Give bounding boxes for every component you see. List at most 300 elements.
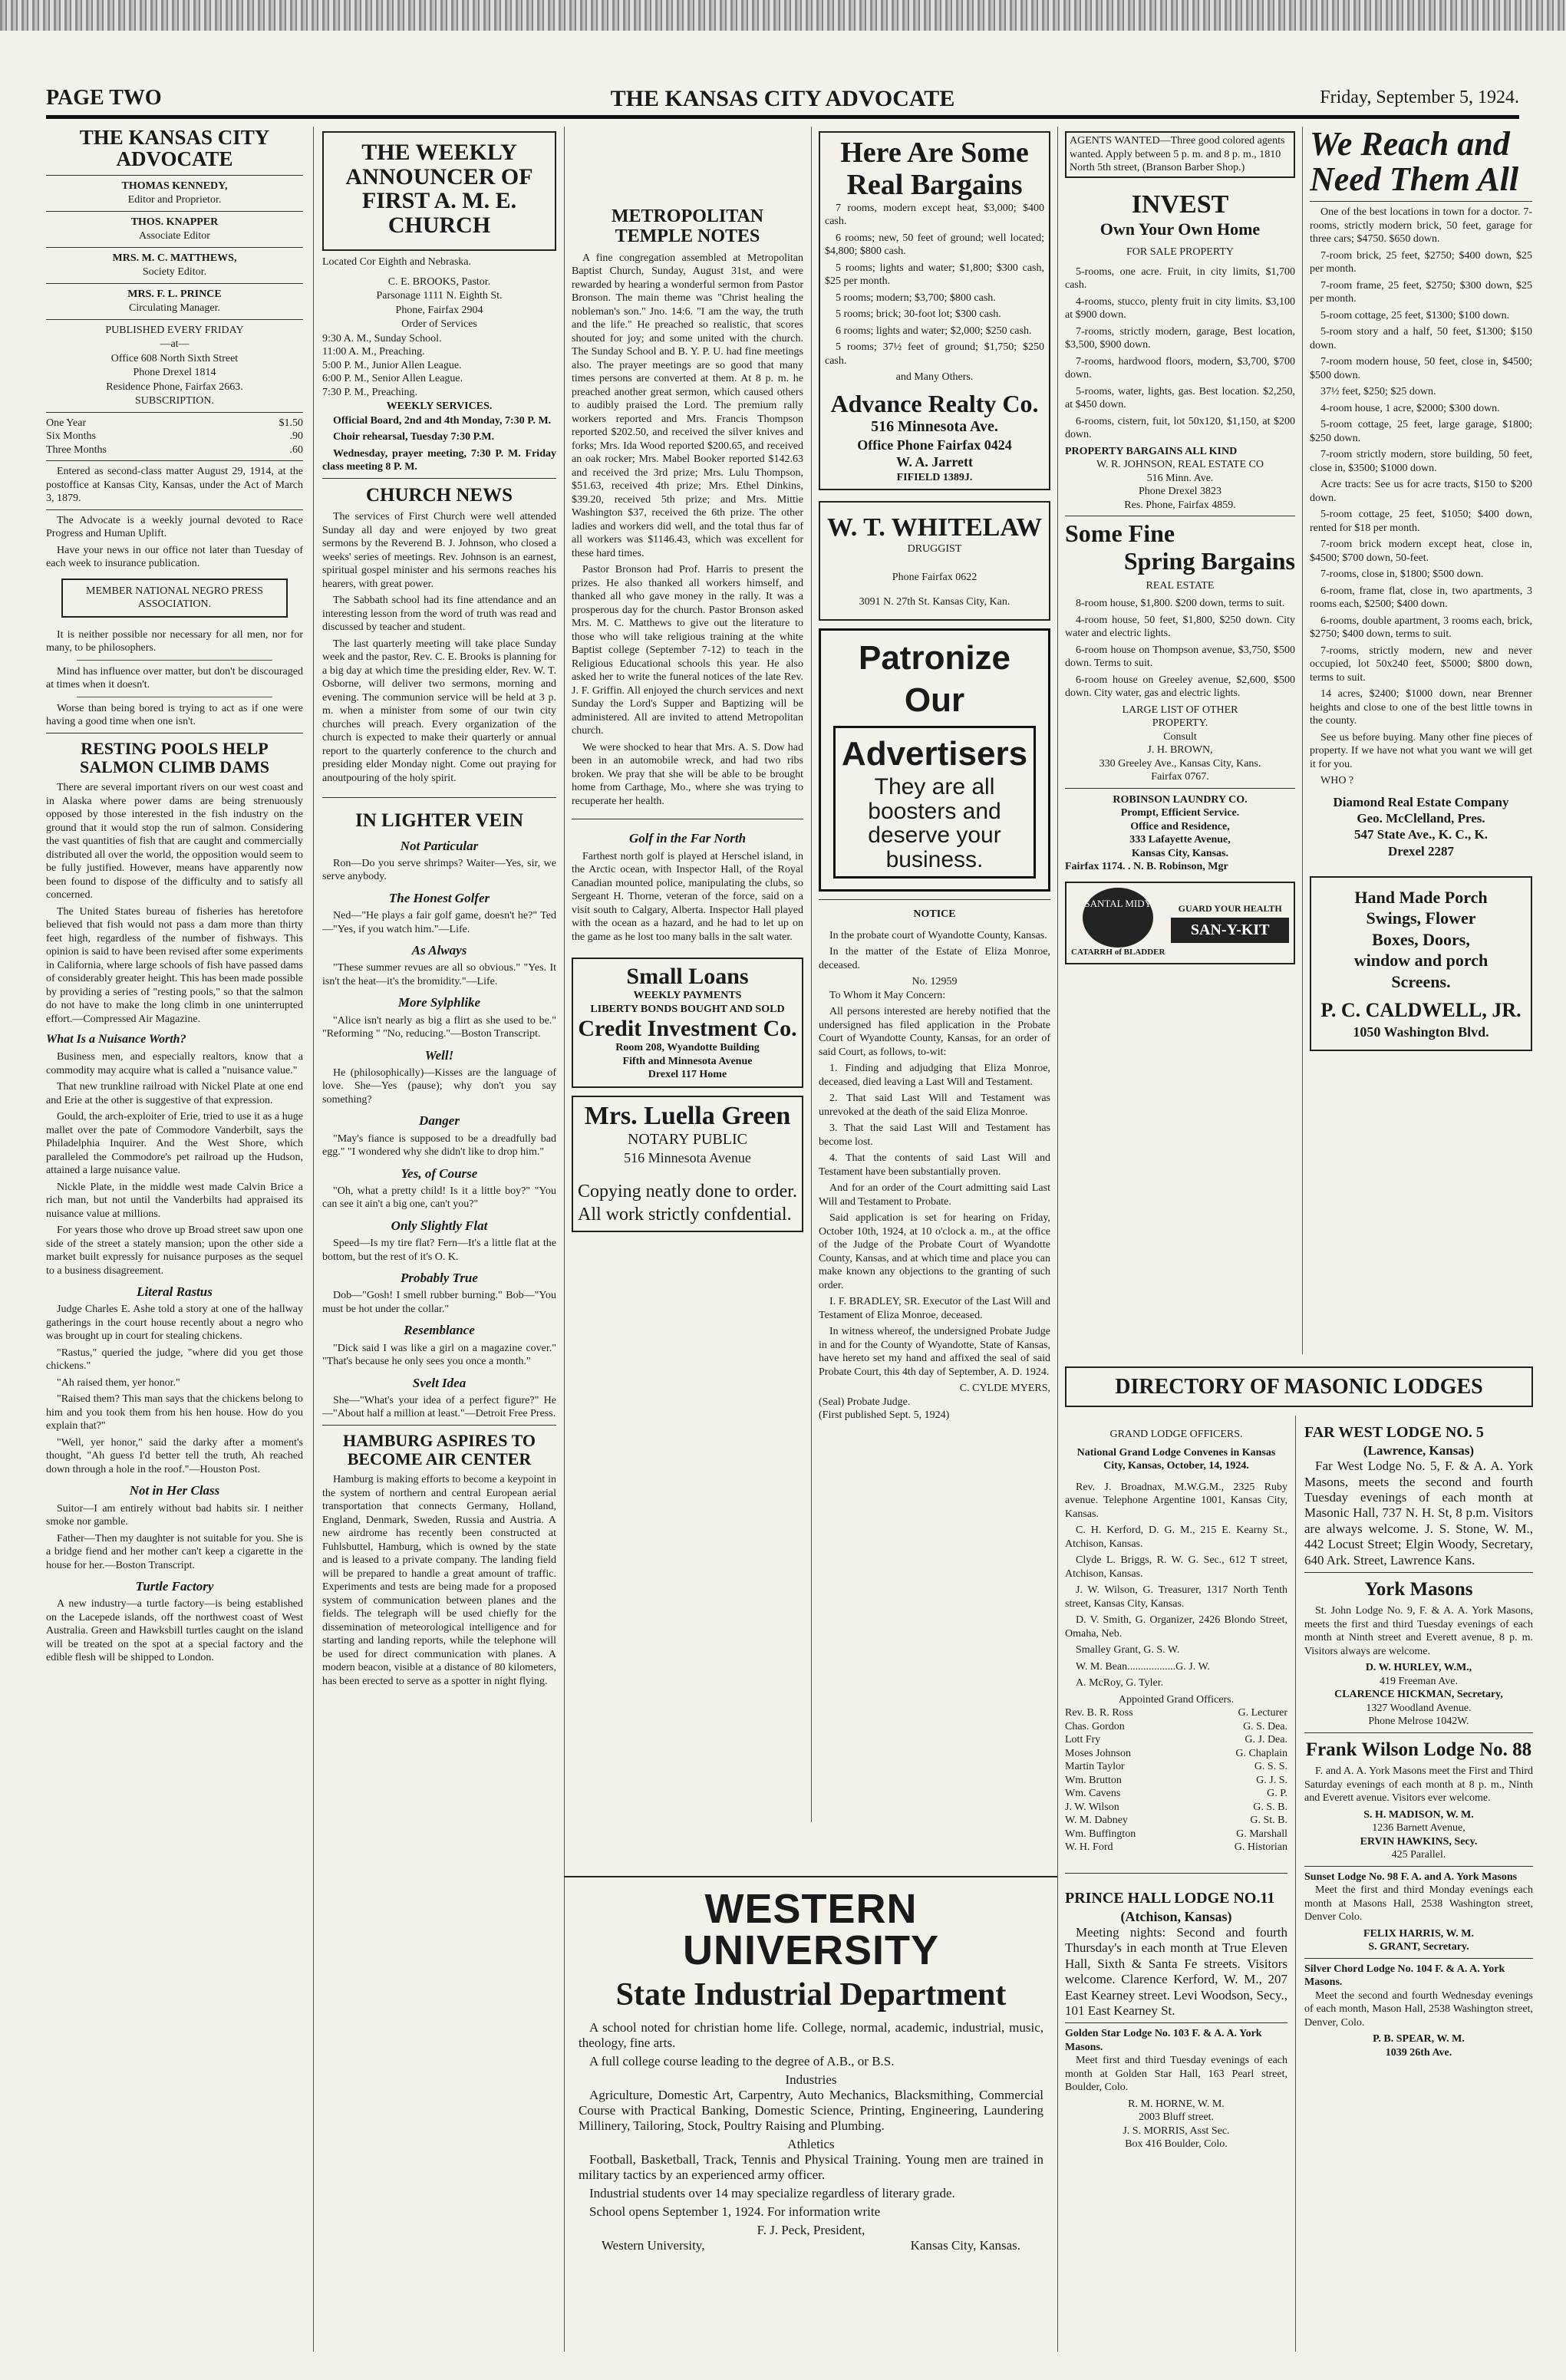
ad-line: Phone Drexel 3823 xyxy=(1138,486,1222,498)
masonic-headline: DIRECTORY OF MASONIC LODGES xyxy=(1115,1375,1483,1399)
listing: 5-room story and a half, 50 feet, $1300; $150 down. xyxy=(1310,326,1532,351)
ad-line: Fairfax 0767. xyxy=(1151,771,1209,783)
joke-text: Ned—"He plays a fair golf game, doesn't he?" Ted—"Yes, if you watch him."—Life. xyxy=(322,910,556,935)
officer: Rev. J. Broadnax, M.W.G.M., 2325 Ruby avenue. Telephone Argentine 1001, Kansas City, Kansas. xyxy=(1065,1481,1287,1520)
saying: It is neither possible nor necessary for all men, nor for many, to be philosophers. xyxy=(46,628,303,654)
lodge-headline: PRINCE HALL LODGE NO.11 xyxy=(1065,1889,1275,1907)
service-line: 7:30 P. M., Preaching. xyxy=(322,386,418,398)
column-6 xyxy=(1310,127,1532,1354)
ad-line: Office Phone Fairfax 0424 xyxy=(857,437,1012,453)
joke-title: The Honest Golfer xyxy=(388,890,490,905)
notice-line: And for an order of the Court admitting said Last Will and Testament to Probate. xyxy=(819,1182,1050,1208)
ad-line: 330 Greeley Ave., Kansas City, Kans. xyxy=(1099,757,1261,770)
ad-text: Copying neatly done to order. All work strictly confdential. xyxy=(578,1182,797,1225)
joke-title: Only Slightly Flat xyxy=(391,1218,488,1233)
officer-row: Martin Taylor G. S. S. xyxy=(1065,1761,1287,1772)
paper-title: THE KANSAS CITY ADVOCATE xyxy=(79,127,270,171)
listing: 6-rooms, cistern, fuit, lot 50x120, $1,150, at $200 down. xyxy=(1065,415,1295,441)
notice-line: (First published Sept. 5, 1924) xyxy=(819,1409,950,1422)
lodge-text: Meet the second and fourth Wednesday evenings of each month, Mason Hall, 2538 Washington street, Denver, Colo. xyxy=(1304,1989,1533,2029)
salmon-headline: RESTING POOLS HELP SALMON CLIMB DAMS xyxy=(80,738,269,776)
ad-line: W. A. Jarrett xyxy=(896,454,973,470)
ad-line: 516 Minn. Ave. xyxy=(1146,472,1214,484)
joke-text: Ron—Do you serve shrimps? Waiter—Yes, sir, we serve anybody. xyxy=(322,857,556,883)
article-paragraph: Father—Then my daughter is not suitable for you. She is a bridge fiend and her mother can't keep a cigarette in the house for her.—Boston Transcript. xyxy=(46,1532,303,1571)
listing: 7-room brick, 25 feet, $2750; $400 down, $25 per month. xyxy=(1310,249,1532,275)
weekly-head: WEEKLY SERVICES. xyxy=(386,401,493,412)
listing: 37½ feet, $250; $25 down. xyxy=(1320,386,1436,398)
listing: 4-rooms, stucco, plenty fruit in city limits. $3,100 at $900 down. xyxy=(1065,295,1295,321)
ad-line: window and porch xyxy=(1353,951,1489,971)
nuisance-headline: What Is a Nuisance Worth? xyxy=(46,1033,186,1047)
lodge-sub: (Atchison, Kansas) xyxy=(1120,1908,1232,1924)
reach-headline: We Reach and Need Them All xyxy=(1310,127,1519,199)
ad-line: NOTARY PUBLIC xyxy=(627,1130,747,1148)
joke-text: "Oh, what a pretty child! Is it a little boy?" "You can see it ain't a big one, can't you?" xyxy=(322,1185,556,1211)
listing: 7-room strictly modern, store building, 50 feet, close in, $3500; $1000 down. xyxy=(1310,449,1532,474)
wu-title: WESTERN UNIVERSITY xyxy=(682,1886,940,1973)
officer-row: Wm. Buffington G. Marshall xyxy=(1065,1828,1287,1840)
listing: 7-rooms, strictly modern, garage, Best location, $3,500, $900 down. xyxy=(1065,325,1295,351)
ad-line: Screens. xyxy=(1391,971,1451,991)
joke-text: Speed—Is my tire flat? Fern—It's a little flat at the bottom, but the rest of it's O. K. xyxy=(322,1238,556,1263)
ad-line: PROPERTY BARGAINS ALL KIND xyxy=(1065,445,1238,457)
ad-line: GUARD YOUR HEALTH xyxy=(1178,902,1282,914)
listing: 7 rooms, modern except heat, $3,000; $400 cash. xyxy=(825,202,1044,228)
officer: D. V. Smith, G. Organizer, 2426 Blondo Street, Omaha, Neb. xyxy=(1065,1614,1287,1640)
santal-ad xyxy=(1065,882,1295,964)
ad-line: 516 Minnesota Ave. xyxy=(871,417,998,435)
joke-text: "Alice isn't nearly as big a flirt as she used to be." "Reforming " "No, reducing."—Boston Transcript. xyxy=(322,1014,556,1040)
notice-line: (Seal) Probate Judge. xyxy=(819,1396,911,1408)
lodge-line: 425 Parallel. xyxy=(1391,1849,1446,1861)
ad-line: J. H. BROWN, xyxy=(1147,744,1213,757)
paper-name: THE KANSAS CITY ADVOCATE xyxy=(610,86,955,111)
masthead xyxy=(46,83,1519,119)
listing: 5-room cottage, 25 feet, $1050; $400 down, rented for $18 per month. xyxy=(1310,509,1532,534)
society-editor-name: MRS. M. C. MATTHEWS, xyxy=(112,252,237,264)
press-member-box: MEMBER NATIONAL NEGRO PRESS ASSOCIATION. xyxy=(61,579,288,618)
joke-text: Dob—"Gosh! I smell rubber burning." Bob—"You must be hot under the collar." xyxy=(322,1290,556,1315)
column-rule xyxy=(313,127,314,2352)
notice-line: C. CYLDE MYERS, xyxy=(959,1383,1050,1395)
article-paragraph: The Sabbath school had its fine attendance and an interesting lesson from the word of truth was read and discussed by teacher and student. xyxy=(322,595,556,633)
pastor-line: C. E. BROOKS, Pastor. xyxy=(387,275,491,288)
notice-line: 2. That said Last Will and Testament was unrevoked at the death of the said Eliza Monroe. xyxy=(819,1093,1050,1118)
ad-line: 516 Minnesota Avenue xyxy=(624,1149,751,1165)
wu-text: Industrial students over 14 may specialize regardless of literary grade. xyxy=(589,2186,955,2201)
officer-row: Rev. B. R. Ross G. Lecturer xyxy=(1065,1707,1287,1719)
ad-line: Drexel 2287 xyxy=(1387,843,1455,859)
rate-row: Three Months .60 xyxy=(46,443,303,456)
listing: 8-room house, $1,800. $200 down, terms to suit. xyxy=(1076,598,1285,610)
lodge-headline: FAR WEST LODGE NO. 5 xyxy=(1304,1424,1484,1441)
ad-line: DRUGGIST xyxy=(907,542,962,555)
listing: 6 rooms; new, 50 feet of ground; well located; $4,800; $800 cash. xyxy=(825,232,1044,258)
small-loans-ad xyxy=(572,958,803,1088)
article-paragraph: "Ah raised them, yer honor." xyxy=(57,1376,180,1389)
ad-line: Office and Residence, xyxy=(1130,820,1230,832)
masonic-left xyxy=(1065,1423,1287,2151)
notice-line: In the probate court of Wyandotte County, Kansas. xyxy=(829,929,1047,941)
lodge-line: CLARENCE HICKMAN, Secretary, xyxy=(1334,1689,1503,1701)
ad-line: Phone Fairfax 0622 xyxy=(892,572,978,584)
article-paragraph: "Raised them? This man says that the chickens belong to him and you took them from his hen house. How do you explain that?" xyxy=(46,1393,303,1432)
column-rule xyxy=(1057,127,1058,2352)
article-paragraph: Gould, the arch-exploiter of Erie, tried to use it as a huge mallet over the pate of Commodore Vanderbilt, says the Philadelphia Inquirer. And the West Shore, which paralleled the Commodore's pet railroad up the Hudson, attained a large nuisance value. xyxy=(46,1111,303,1177)
masonic-head-box xyxy=(1065,1366,1533,1407)
western-university-ad xyxy=(564,1876,1057,2352)
editor-name: THOMAS KENNEDY, xyxy=(121,180,228,192)
notice-line: All persons interested are hereby notified that the undersigned has filed application in the Probate Court of Wyandotte County, Kansas, for an order of said Court, as follows, to-wit: xyxy=(819,1006,1050,1058)
rate-row: Six Months .90 xyxy=(46,430,303,443)
article-paragraph: A new industry—a turtle factory—is being established on the Lacepede islands, off the northwest coast of West Australia. Green and Hawksbill turtles caught on the island will be treated on the spot at a special factory and the edible flesh will be shipped to London. xyxy=(46,1598,303,1664)
saying: Worse than being bored is trying to act as if one were having a good time when one isn't. xyxy=(46,702,303,728)
ad-line: Consult xyxy=(1163,730,1197,743)
own-home-line: Own Your Own Home xyxy=(1099,219,1261,239)
whitelaw-ad xyxy=(819,501,1050,621)
article-paragraph: That new trunkline railroad with Nickel Plate at one end and Erie at the other is suggestive of that expression. xyxy=(46,1081,303,1106)
officer-row: Wm. Cavens G. P. xyxy=(1065,1788,1287,1799)
lodge-text: Meet first and third Tuesday evenings of each month at Golden Star Hall, 163 Pearl street, Boulder, Colo. xyxy=(1065,2055,1287,2094)
ad-line: Res. Phone, Fairfax 4859. xyxy=(1124,499,1236,511)
notice-line: I. F. BRADLEY, SR. Executor of the Last Will and Testament of Eliza Monroe, deceased. xyxy=(819,1296,1050,1321)
masonic-right xyxy=(1304,1423,1533,2059)
joke-title: More Sylphlike xyxy=(397,995,481,1010)
officer: C. H. Kerford, D. G. M., 215 E. Kearny St., Atchison, Kansas. xyxy=(1065,1525,1287,1550)
ad-line: Fairfax 1174. . N. B. Robinson, Mgr xyxy=(1065,861,1228,873)
lodge-headline: Frank Wilson Lodge No. 88 xyxy=(1305,1739,1532,1760)
listing: and Many Others. xyxy=(895,371,974,384)
lodge-text: Meeting nights: Second and fourth Thursday's in each month at True Eleven Hall, Sixth & Santa Fe streets. Visitors welcome. Clarence Kerford, W. M., 207 East Kearney street. Levi Woodson, Secy., 101 East Kearney St. xyxy=(1065,1925,1287,2018)
entered-notice: Entered as second-class matter August 29, 1914, at the postoffice at Kansas City, Kansas, under the Act of March 3, 1879. xyxy=(46,466,303,505)
ad-line: Geo. McClelland, Pres. xyxy=(1357,811,1485,826)
announcer-title: THE WEEKLY ANNOUNCER OF FIRST A. M. E. CHURCH xyxy=(345,140,533,238)
wu-text: School opens September 1, 1924. For information write xyxy=(589,2204,881,2220)
ad-headline: SAN-Y-KIT xyxy=(1171,918,1289,943)
at-line: —at— xyxy=(160,338,190,351)
for-sale-head: FOR SALE PROPERTY xyxy=(1126,246,1234,259)
lodge-line: J. S. MORRIS, Asst Sec. xyxy=(1123,2125,1230,2137)
lodge-line: S. GRANT, Secretary. xyxy=(1368,1941,1469,1953)
listing: 5-rooms, one acre. Fruit, in city limits, $1,700 cash. xyxy=(1065,265,1295,292)
wu-text: Agriculture, Domestic Art, Carpentry, Auto Mechanics, Blacksmithing, Commercial Course with Practical Banking, Domestic Science, Printing, Engineering, Laundering Millinery, Tailoring, Stock, Poultry Raising and Plumbing. xyxy=(579,2088,1043,2134)
ad-line: 3091 N. 27th St. Kansas City, Kan. xyxy=(859,595,1010,608)
ad-line: 333 Lafayette Avenue, xyxy=(1129,834,1231,846)
ad-line: LIBERTY BONDS BOUGHT AND SOLD xyxy=(590,1003,785,1015)
announcer-title-box xyxy=(322,131,556,251)
ad-company: Credit Investment Co. xyxy=(578,1016,797,1042)
notice-line: Said application is set for hearing on Friday, October 10th, 1924, at 10 o'clock a. m., at the office of the Judge of the Probate Court of Wyandotte County, Kansas, and at which time and place you can make known any objections to the granting of such order. xyxy=(819,1212,1050,1291)
saying: Mind has influence over matter, but don't be discouraged at times when it doesn't. xyxy=(46,665,303,691)
article-paragraph: Suitor—I am entirely without bad habits sir. I neither smoke nor gamble. xyxy=(46,1502,303,1528)
officer-row: Lott Fry G. J. Dea. xyxy=(1065,1734,1287,1745)
listing: 5 rooms; brick; 30-foot lot; $300 cash. xyxy=(836,308,1001,321)
column-1 xyxy=(46,127,303,2352)
bargains-ad xyxy=(819,131,1050,490)
column-rule xyxy=(564,127,565,1876)
notice-line: 4. That the contents of said Last Will and Testament have been substantially proven. xyxy=(819,1152,1050,1178)
pastor-line: Parsonage 1111 N. Eighth St. xyxy=(376,290,503,302)
lodge-headline: York Masons xyxy=(1364,1578,1473,1600)
society-editor-role: Society Editor. xyxy=(142,266,207,279)
lodge-text: Meet the first and third Monday evenings each month at Masons Hall, 2538 Washington street, Denver Colo. xyxy=(1304,1884,1533,1923)
officer: Smalley Grant, G. S. W. xyxy=(1076,1644,1180,1656)
notice-line: In the matter of the Estate of Eliza Monroe, deceased. xyxy=(819,946,1050,971)
article-paragraph: Pastor Bronson had Prof. Harris to present the prizes. He also thanked all workers himself, and thanked all who gave money in the rally. It was a prosperous day for the church. Pastor Bronson asked Mrs. M. C. Matthews to give out the literature to those who will take religious training at the white Baptist college (September 7-12) to teach in the Religious Educational schools this year. He also asked her to write the funeral notices of the late Rev. J. F. Griffin. All enjoyed the church services and next Sunday the Lord's Supper and Baptizing will be administered. All are invited to attend Metropolitan church. xyxy=(572,564,803,737)
ad-line: CATARRH of BLADDER xyxy=(1071,947,1165,957)
order-head: Order of Services xyxy=(401,318,477,330)
notice-line: 3. That the said Last Will and Testament has become lost. xyxy=(819,1122,1050,1148)
listing: 5 rooms; lights and water; $1,800; $300 cash, $25 per month. xyxy=(825,262,1044,288)
rastus-headline: Literal Rastus xyxy=(137,1284,213,1300)
article-paragraph: "Well, yer honor," said the darky after a moment's thought, "Ah guess I'd better tell the truth, Ah reached down through a hole in the roof."—Houston Post. xyxy=(46,1436,303,1475)
article-paragraph: Farthest north golf is played at Herschel island, in the Arctic ocean, with Inspector Hall, of the Royal Canadian mounted police, manipulating the clubs, so Sergeant H. Thorne, veteran of the force, said on a visit south to Calgary, Alberta. Inspector Hall played with the ocean as a hazard, and he had to let up on the game as he lost too many balls in the salt water. xyxy=(572,850,803,943)
ad-company: Advance Realty Co. xyxy=(830,389,1039,417)
ad-line: W. R. JOHNSON, REAL ESTATE CO xyxy=(1096,459,1264,471)
ad-line: FIFIELD 1389J. xyxy=(896,471,973,483)
listing: 4-room house, 50 feet, $1,800, $250 down. City water and electric lights. xyxy=(1065,614,1295,640)
lodge-headline: Golden Star Lodge No. 103 F. & A. A. York Masons. xyxy=(1065,2028,1262,2053)
officer-row: W. H. Ford G. Historian xyxy=(1065,1841,1287,1853)
wu-head: Athletics xyxy=(787,2137,835,2152)
ad-line: PROPERTY. xyxy=(1152,717,1208,730)
column-2 xyxy=(322,127,556,2352)
column-rule xyxy=(1302,127,1303,1354)
church-location: Located Cor Eighth and Nebraska. xyxy=(322,256,471,268)
ad-line: Drexel 117 Home xyxy=(648,1069,727,1081)
article-paragraph: The United States bureau of fisheries has heretofore believed that fish would not pass a dam more than thirty feet high, regardless of the number of fishways. This opinion is said to have been revised after some experiments in California, where large schools of fish have passed dams of considerably greater height. This has been made possible by providing a series of "resting pools," so that the salmon do not have to make the long climb in one uninterrupted effort.—Compressed Air Magazine. xyxy=(46,905,303,1025)
article-paragraph: Judge Charles E. Ashe told a story at one of the hallway gatherings in the court house recently about a negro who was brought up in court for stealing chickens. xyxy=(46,1304,303,1343)
wu-address: Western University, Kansas City, Kansas. xyxy=(602,2238,1020,2253)
spring-headline: Spring Bargains xyxy=(1123,546,1295,575)
ad-headline: Here Are Some Real Bargains xyxy=(840,137,1029,201)
joke-title: Svelt Idea xyxy=(412,1375,467,1390)
listing: 7-room frame, 25 feet, $2750; $300 down, $25 per month. xyxy=(1310,279,1532,305)
subscription-head: SUBSCRIPTION. xyxy=(134,395,215,407)
joke-title: Resemblance xyxy=(404,1323,475,1338)
ad-line: Room 208, Wyandotte Building xyxy=(615,1042,760,1054)
joke-text: "May's fiance is supposed to be a dreadfully bad egg." "I wondered why she didn't like to drop him." xyxy=(322,1132,556,1158)
ad-line: Kansas City, Kansas. xyxy=(1131,847,1229,859)
article-paragraph: For years those who drove up Broad street saw upon one side of the street a stately mansion; upon the other side a market built expressly for nuisance purposes as the sequel to a business disagreement. xyxy=(46,1225,303,1277)
issue-date: Friday, September 5, 1924. xyxy=(1320,87,1519,107)
office-address: Office 608 North Sixth Street xyxy=(110,352,239,364)
notice-line: To Whom it May Concern: xyxy=(829,989,946,1001)
service-line: 11:00 A. M., Preaching. xyxy=(322,346,425,358)
officer: J. W. Wilson, G. Treasurer, 1317 North Tenth street, Kansas City, Kansas. xyxy=(1065,1584,1287,1610)
listing: 7-room modern house, 50 feet, close in, $4500; $500 down. xyxy=(1310,356,1532,381)
wu-text: A full college course leading to the degree of A.B., or B.S. xyxy=(589,2054,895,2069)
service-line: 5:00 P. M., Junior Allen League. xyxy=(322,359,462,371)
ad-line: LARGE LIST OF OTHER xyxy=(1122,704,1238,716)
listing: 5-room cottage, 25 feet, $1300; $100 down. xyxy=(1320,309,1510,321)
joke-title: Danger xyxy=(419,1113,460,1129)
notice-line: In witness whereof, the undersigned Probate Judge in and for the County of Wyandotte, State of Kansas, have hereto set my hand and affixed the seal of said Probate Court, this 4th day of September, A. D. 1924. xyxy=(819,1326,1050,1378)
assoc-editor-name: THOS. KNAPPER xyxy=(130,216,219,228)
listing: 6-room, frame flat, close in, two apartments, 3 rooms each, $2500; $400 down. xyxy=(1310,585,1532,611)
notary-ad xyxy=(572,1096,803,1233)
lodge-line: P. B. SPEAR, W. M. xyxy=(1373,2033,1465,2045)
listing: 4-room house, 1 acre, $2000; $300 down. xyxy=(1320,402,1500,414)
joke-text: She—"What's your idea of a perfect figure?" He—"About half a million at least."—Detroit Free Press. xyxy=(322,1394,556,1420)
lodge-text: Far West Lodge No. 5, F. & A. A. York Masons, meets the second and fourth Tuesday evenings of each month at Masonic Hall, 737 N. H. St, 8 p.m. Visitors are always welcome. J. S. Stone, W. M., 442 Locust Street; Elgin Woody, Secretary, 640 Ark. Street, Lawrence Kans. xyxy=(1304,1459,1533,1567)
news-deadline: Have your news in our office not later than Tuesday of each week to insurance publication. xyxy=(46,544,303,570)
listing: 6-room house on Thompson avenue, $3,750, $500 down. Terms to suit. xyxy=(1065,644,1295,670)
lodge-line: Box 416 Boulder, Colo. xyxy=(1125,2138,1228,2151)
metro-headline: METROPOLITAN TEMPLE NOTES xyxy=(611,206,764,247)
listing: 7-room brick modern except heat, close in, $4500; $700 down, 50-feet. xyxy=(1310,539,1532,564)
article-paragraph: Hamburg is making efforts to become a keypoint in the system of northern and central European aerial transportation that connects Germany, Holland, England, Denmark, Sweden, Russia and Austria. A new airdrome has recently been constructed at Fuhlsbuttel, Hamburg, which is owned by the state and is leased to a private company. The landing field will be prepared to handle a great amount of traffic. Experiments and tests are being made for a proposed system of communication between planes and the fields. The telegraph will be used chiefly for the dissemination of meteorological intelligence and for starting and landing reports, while the telephone will be used for direct communication with planes. A modern beacon, visible at a distance of 80 kilometers, has been erected to serve as a spotter in night flying. xyxy=(322,1474,556,1687)
lodge-line: 1039 26th Ave. xyxy=(1385,2046,1452,2059)
listing: 5-room cottage, 25 feet, large garage, $1800; $250 down. xyxy=(1310,419,1532,444)
article-paragraph: The last quarterly meeting will take place Sunday week and the pastor, Rev. C. E. Brooks is planning for a big day at which time the presiding elder, Rev. W. T. Osborne, will deliver two sermons, morning and evening. The communion service will be held at 3 p. m. when a minister from some of our twin city churches will preach. Every organization of the church is expected to make their quarterly or annual report to the quarterly conference to the church and presiding elder Monday night. Come out praying for anoutpouring of the holy spirit. xyxy=(322,638,556,784)
service-line: 6:00 P. M., Senior Allen League. xyxy=(322,373,463,384)
listing: 6 rooms; lights and water; $2,000; $250 cash. xyxy=(836,325,1032,337)
joke-text: "Dick said I was like a girl on a magazine cover." "That's because he only sees you once a month." xyxy=(322,1342,556,1367)
lodge-line: Phone Melrose 1042W. xyxy=(1368,1716,1469,1728)
church-news-headline: CHURCH NEWS xyxy=(366,484,513,506)
officer-row: Moses Johnson G. Chaplain xyxy=(1065,1747,1287,1759)
listing: 6-rooms, double apartment, 3 rooms each, brick, $2750; $400 down, terms to suit. xyxy=(1310,615,1532,641)
section-head: Appointed Grand Officers. xyxy=(1118,1693,1235,1706)
agents-ad xyxy=(1065,131,1295,178)
pastor-line: Phone, Fairfax 2904 xyxy=(395,304,483,316)
lodge-line: S. H. MADISON, W. M. xyxy=(1363,1808,1474,1821)
lodge-headline: Silver Chord Lodge No. 104 F. & A. A. York Masons. xyxy=(1304,1963,1505,1989)
article-paragraph: The services of First Church were well attended Sunday all day and were enjoyed by two great sermons by the Reverend B. J. Johnson, who closed a weeks' series of meetings. Rev. Johnson is an earnest, spiritual gospel minister and his sermons reaches his hearers, with great power. xyxy=(322,511,556,590)
listing: 5 rooms; modern; $3,700; $800 cash. xyxy=(836,292,996,304)
class-headline: Not in Her Class xyxy=(129,1483,220,1498)
ad-headline: Mrs. Luella Green xyxy=(584,1101,791,1130)
lodge-line: 2003 Bluff street. xyxy=(1138,2111,1215,2124)
page-edge-scan xyxy=(0,0,1566,31)
listing: See us before buying. Many other fine pieces of property. If we have not what you want we will get it for you. xyxy=(1310,731,1532,770)
listing: 6-room house on Greeley avenue, $2,600, $500 down. City water, gas and electric lights. xyxy=(1065,674,1295,700)
officer: Clyde L. Briggs, R. W. G. Sec., 612 T street, Atchison, Kansas. xyxy=(1065,1554,1287,1580)
ad-line: Boxes, Doors, xyxy=(1372,929,1470,949)
patronize-ad xyxy=(819,628,1050,892)
service-line: 9:30 A. M., Sunday School. xyxy=(322,332,442,344)
listing: 7-rooms, close in, $1800; $500 down. xyxy=(1320,569,1484,581)
weekly-line: Choir rehearsal, Tuesday 7:30 P.M. xyxy=(333,431,495,443)
officer: W. M. Bean..................G. J. W. xyxy=(1076,1660,1210,1673)
officer-row: Chas. Gordon G. S. Dea. xyxy=(1065,1720,1287,1732)
masonic-directory xyxy=(1065,1362,1533,2352)
ad-line: Swings, Flower xyxy=(1366,908,1476,928)
manager-role: Circulating Manager. xyxy=(129,302,220,315)
convenes-line: National Grand Lodge Convenes in Kansas City, Kansas, October, 14, 1924. xyxy=(1076,1446,1276,1472)
lodge-line: ERVIN HAWKINS, Secy. xyxy=(1360,1835,1478,1848)
ad-headline: ROBINSON LAUNDRY CO. xyxy=(1113,793,1248,806)
office-phone: Phone Drexel 1814 xyxy=(133,367,216,379)
article-paragraph: Business men, and especially realtors, know that a commodity may acquire what is called a "nuisance value." xyxy=(46,1051,303,1076)
column-rule xyxy=(811,127,812,1822)
rate-row: One Year $1.50 xyxy=(46,417,303,429)
lodge-line: D. W. HURLEY, W.M., xyxy=(1365,1662,1472,1674)
lodge-line: 1236 Barnett Avenue, xyxy=(1372,1822,1465,1834)
lodge-line: 419 Freeman Ave. xyxy=(1380,1675,1458,1687)
ad-headline: Advertisers xyxy=(841,735,1028,773)
page-number: PAGE TWO xyxy=(46,86,162,110)
joke-title: Probably True xyxy=(401,1271,478,1285)
column-5 xyxy=(1065,127,1295,1354)
editor-role: Editor and Proprietor. xyxy=(127,194,222,206)
joke-title: Yes, of Course xyxy=(401,1165,478,1181)
listing: 7-rooms, strictly modern, new and never occupied, lot 50x240 feet, $5000; $800 down, terms to suit. xyxy=(1310,644,1532,684)
manager-name: MRS. F. L. PRINCE xyxy=(127,288,222,300)
ad-line: WEEKLY PAYMENTS xyxy=(633,990,742,1002)
ad-headline: Patronize Our xyxy=(858,639,1011,720)
ad-headline: W. T. WHITELAW xyxy=(826,513,1043,542)
ad-line: 547 State Ave., K. C., K. xyxy=(1354,827,1488,842)
wu-text: F. J. Peck, President, xyxy=(757,2223,865,2238)
listing: 7-rooms, hardwood floors, modern, $3,700, $700 down. xyxy=(1065,355,1295,381)
real-estate-head: REAL ESTATE xyxy=(1146,579,1215,592)
section-head: GRAND LODGE OFFICERS. xyxy=(1109,1429,1243,1440)
article-paragraph: There are several important rivers on our west coast and in Alaska where power dams are being strenuously opposed by those interested in the fish industry on the ground that it would stop the run of salmon. Considering the vast quantities of fish that are caught and commercially distributed all over the world, the opposition would seem to be fully justified. However, means have apparently now been found to dispose of the difficulty and to satisfy all concerned. xyxy=(46,782,303,902)
wu-head: Industries xyxy=(785,2072,837,2088)
listing: 14 acres, $2400; $1000 down, near Brenner heights and close to one of the best little towns in the county. xyxy=(1310,688,1532,727)
lodge-line: FELIX HARRIS, W. M. xyxy=(1363,1927,1474,1940)
caldwell-ad xyxy=(1310,876,1532,1052)
joke-text: He (philosophically)—Kisses are the language of love. She—Yes (pause); why don't you say something? xyxy=(322,1066,556,1106)
ad-company: P. C. CALDWELL, JR. xyxy=(1320,999,1521,1022)
column-3 xyxy=(572,127,803,1826)
listing: WHO ? xyxy=(1320,775,1354,787)
officer-row: Wm. Brutton G. J. S. xyxy=(1065,1774,1287,1786)
article-paragraph: "Rastus," queried the judge, "where did you get those chickens." xyxy=(46,1347,303,1373)
hamburg-headline: HAMBURG ASPIRES TO BECOME AIR CENTER xyxy=(342,1430,536,1469)
turtle-headline: Turtle Factory xyxy=(135,1579,214,1594)
lighter-vein-headline: IN LIGHTER VEIN xyxy=(354,810,524,831)
joke-title: As Always xyxy=(411,943,467,958)
listing: Acre tracts: See us for acre tracts, $150 to $200 down. xyxy=(1310,479,1532,504)
joke-title: Not Particular xyxy=(400,838,479,853)
officer: A. McRoy, G. Tyler. xyxy=(1076,1677,1164,1689)
wu-dept: State Industrial Department xyxy=(615,1977,1007,2012)
spring-headline: Some Fine xyxy=(1065,519,1175,548)
weekly-line: Wednesday, prayer meeting, 7:30 P. M. Friday class meeting 8 P. M. xyxy=(322,447,556,473)
ad-line: Fifth and Minnesota Avenue xyxy=(622,1055,753,1067)
lodge-text: St. John Lodge No. 9, F. & A. A. York Masons, meets the first and third Tuesday evenings of each month at Ninth street and Everett avenue, 8 p. m. Visitors always are welcome. xyxy=(1304,1605,1533,1657)
wu-text: Football, Basketball, Track, Tennis and Physical Training. Young men are trained in military tactics by an experienced army officer. xyxy=(579,2152,1043,2183)
weekly-line: Official Board, 2nd and 4th Monday, 7:30 P. M. xyxy=(333,414,552,427)
ad-text: They are all boosters and deserve your business. xyxy=(868,774,1001,872)
ad-company: Diamond Real Estate Company xyxy=(1333,794,1509,809)
lodge-text: F. and A. A. York Masons meet the First and Third Saturday evenings of each month at 8 p. m., Ninth and Everett avenue. Visitors ever welcome. xyxy=(1304,1765,1533,1805)
golf-headline: Golf in the Far North xyxy=(628,831,747,846)
published-line: PUBLISHED EVERY FRIDAY xyxy=(105,324,244,336)
advocate-desc: The Advocate is a weekly journal devoted to Race Progress and Human Uplift. xyxy=(46,514,303,540)
column-4 xyxy=(819,127,1050,1822)
notice-headline: NOTICE xyxy=(913,908,956,921)
officer-row: W. M. Dabney G. St. B. xyxy=(1065,1815,1287,1826)
lodge-line: R. M. HORNE, W. M. xyxy=(1128,2098,1225,2110)
lodge-line: 1327 Woodland Avenue. xyxy=(1366,1702,1472,1714)
article-paragraph: We were shocked to hear that Mrs. A. S. Dow had been in an automobile wreck, and had two ribs broken. We pray that she will be able to be brought home from Carthage, Mo., where she was trying to recuperate her health. xyxy=(572,741,803,807)
article-paragraph: Nickle Plate, in the middle west made Calvin Brice a rich man, but not until the Vanderbilts had appraised its nuisance value at millions. xyxy=(46,1181,303,1220)
ad-text: AGENTS WANTED—Three good colored agents wanted. Apply between 5 p. m. and 8 p. m., 1810 North 5th street, (Branson Barber Shop.) xyxy=(1070,135,1285,173)
joke-text: "These summer revues are all so obvious." "Yes. It isn't the heat—it's the bromidity."—Life. xyxy=(322,962,556,987)
notice-line: No. 12959 xyxy=(912,976,958,988)
officer-row: J. W. Wilson G. S. B. xyxy=(1065,1801,1287,1813)
wu-text: A school noted for christian home life. College, normal, academic, industrial, music, theology, fine arts. xyxy=(579,2020,1043,2051)
ad-headline: Small Loans xyxy=(626,964,749,990)
joke-title: Well! xyxy=(424,1047,454,1063)
invest-headline: INVEST xyxy=(1131,190,1229,219)
listing: One of the best locations in town for a doctor. 7-rooms, strictly modern brick, 50 feet, garage for three cars; $4750. $650 down. xyxy=(1310,206,1532,246)
